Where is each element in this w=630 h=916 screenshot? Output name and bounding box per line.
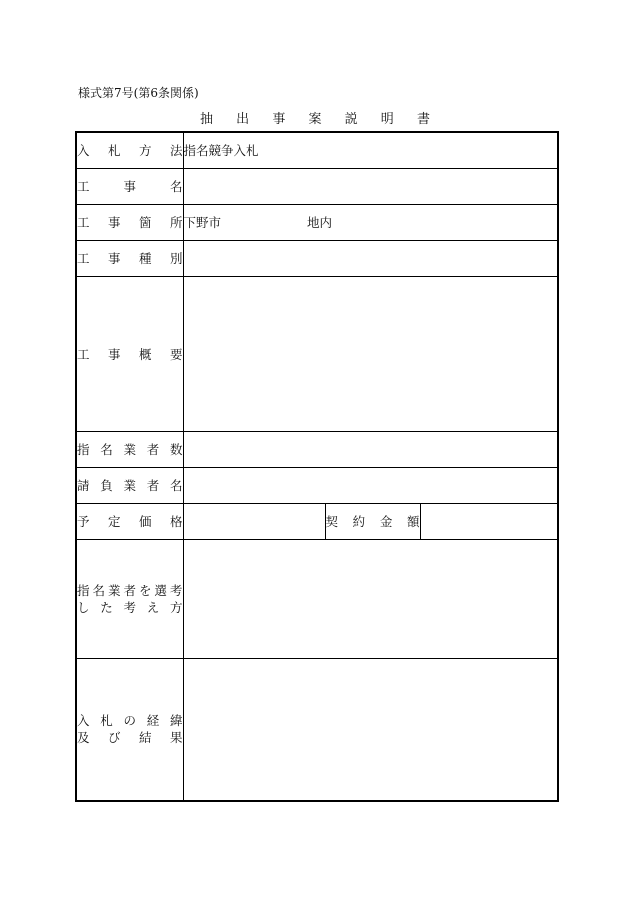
label-char: 事	[272, 112, 286, 127]
label-char: 入	[77, 713, 90, 729]
label-char: 方	[138, 143, 152, 159]
label-char: 書	[416, 112, 430, 127]
label-char: 別	[169, 251, 183, 266]
row-location	[76, 204, 558, 240]
label-char: 札	[100, 713, 113, 729]
label-overview	[76, 276, 183, 431]
label-char: 事	[123, 179, 136, 194]
label-char: び	[107, 730, 121, 746]
value-bid-history[interactable]	[183, 658, 558, 801]
form-number: 様式第7号(第6条関係)	[78, 86, 199, 100]
label-char: 事	[107, 215, 121, 230]
label-char: 額	[406, 514, 420, 529]
label-char: 経	[146, 713, 160, 729]
label-char: 請	[77, 478, 90, 493]
row-contractor	[76, 467, 558, 503]
row-history	[76, 658, 558, 801]
label-char: 事	[107, 251, 121, 266]
label-location	[76, 204, 183, 240]
label-char: 箇	[138, 215, 152, 230]
value-contractor[interactable]	[183, 467, 558, 503]
label-char: 予	[77, 514, 90, 529]
value-contract-amount[interactable]	[420, 503, 558, 539]
label-char: 明	[380, 112, 394, 127]
label-char: 概	[138, 346, 152, 362]
value-location[interactable]	[183, 204, 558, 240]
value-bid-method[interactable]: 指名競争入札	[183, 132, 558, 168]
label-char: 契	[325, 514, 339, 529]
label-char: 要	[169, 346, 183, 362]
label-bid-method	[76, 132, 183, 168]
label-char: 者	[146, 478, 160, 493]
label-char: 指	[77, 582, 90, 598]
label-char: 約	[352, 514, 366, 529]
label-char: 考	[169, 582, 183, 598]
row-bid-method	[76, 132, 558, 168]
row-nominee-count	[76, 431, 558, 467]
value-estimated-price[interactable]	[183, 503, 325, 539]
label-char: 果	[169, 730, 183, 746]
row-project-type	[76, 240, 558, 276]
label-char: 説	[344, 112, 358, 127]
label-char: 名	[169, 478, 183, 493]
value-overview[interactable]	[183, 276, 558, 431]
document-title	[200, 108, 430, 127]
label-char: 指	[77, 442, 90, 457]
value-selection-rationale[interactable]	[183, 539, 558, 658]
row-price	[76, 503, 558, 539]
label-char: 名	[100, 442, 113, 457]
label-char: 抽	[200, 112, 214, 127]
label-char: 負	[100, 478, 113, 493]
label-char: 名	[169, 179, 183, 194]
label-char: 考	[123, 599, 136, 615]
label-char: 名	[92, 582, 105, 598]
location-suffix: 地内	[307, 215, 333, 230]
label-char: 方	[169, 599, 183, 615]
row-project-name	[76, 168, 558, 204]
label-char: 結	[138, 730, 152, 746]
row-selection	[76, 539, 558, 658]
location-city: 下野市	[183, 215, 222, 230]
label-project-name	[76, 168, 183, 204]
label-char: 出	[236, 112, 250, 127]
label-char: 業	[123, 478, 136, 493]
label-char: の	[123, 713, 136, 729]
label-char: 種	[138, 251, 152, 266]
label-char: を	[138, 582, 152, 598]
label-char: 工	[77, 251, 90, 266]
label-char: 金	[379, 514, 393, 529]
label-char: 入	[77, 143, 90, 159]
label-char: 工	[77, 179, 90, 194]
label-char: 事	[107, 346, 121, 362]
label-char: 者	[146, 442, 160, 457]
label-char: 緯	[169, 713, 183, 729]
value-project-type[interactable]	[183, 240, 558, 276]
label-char: 所	[169, 215, 183, 230]
label-char: 工	[77, 215, 90, 230]
label-char: 法	[169, 143, 183, 159]
label-bid-history	[76, 658, 183, 801]
explanation-form-table	[75, 131, 559, 802]
label-char: 選	[154, 582, 167, 598]
label-char: え	[146, 599, 160, 615]
label-char: 業	[123, 442, 136, 457]
row-overview	[76, 276, 558, 431]
label-char: 者	[123, 582, 136, 598]
label-contract-amount	[325, 503, 420, 539]
label-char: 定	[107, 514, 121, 529]
label-char: た	[100, 599, 113, 615]
label-char: 及	[77, 730, 90, 746]
label-project-type	[76, 240, 183, 276]
value-project-name[interactable]	[183, 168, 558, 204]
label-char: 数	[169, 442, 183, 457]
label-char: 案	[308, 112, 322, 127]
label-estimated-price	[76, 503, 183, 539]
label-char: 札	[107, 143, 121, 159]
value-nominee-count[interactable]	[183, 431, 558, 467]
label-char: 価	[138, 514, 152, 529]
label-contractor	[76, 467, 183, 503]
label-nominee-count	[76, 431, 183, 467]
label-selection-rationale	[76, 539, 183, 658]
label-char: 業	[107, 582, 121, 598]
label-char: 格	[169, 514, 183, 529]
label-char: し	[77, 599, 90, 615]
label-char: 工	[77, 346, 90, 362]
